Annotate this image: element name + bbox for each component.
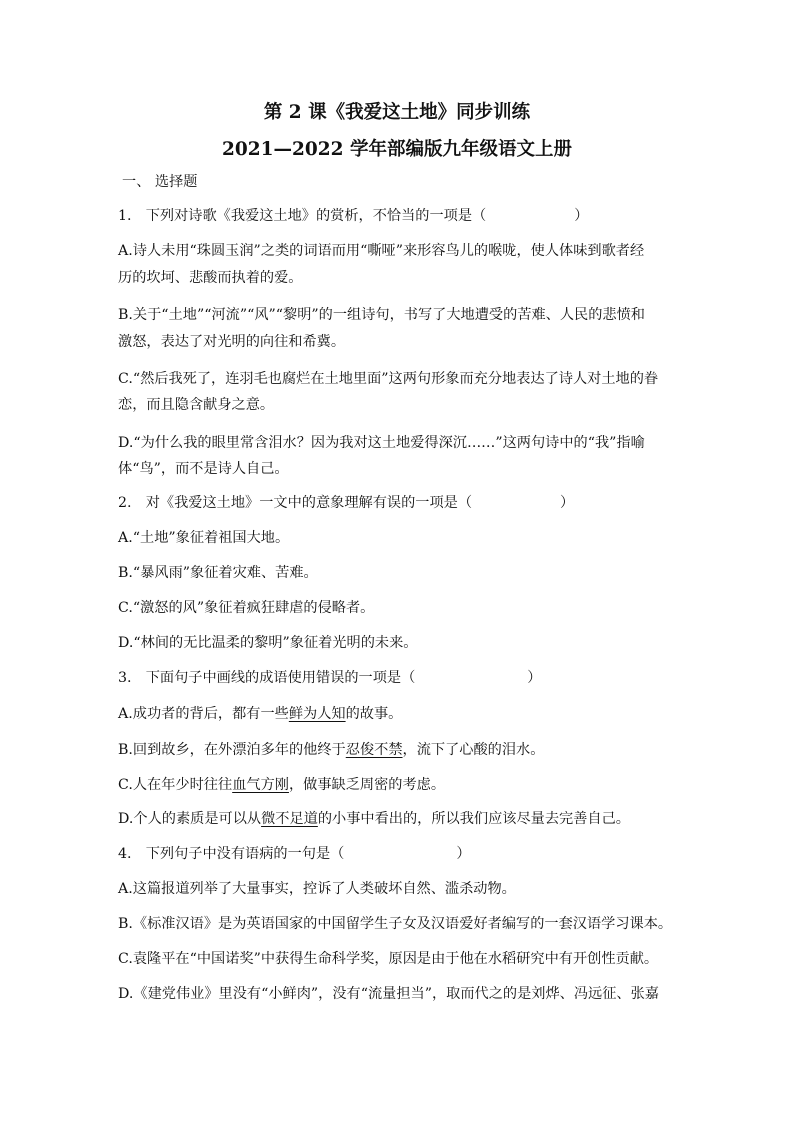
underlined-idiom: 微不足道	[261, 811, 318, 827]
option-line: D.《建党伟业》里没有“小鲜肉”，没有“流量担当”，取而代之的是刘烨、冯远征、张嘉	[118, 986, 659, 1002]
underlined-idiom: 忍俊不禁	[345, 742, 403, 758]
option-line: C.“然后我死了，连羽毛也腐烂在土地里面”这两句形象而充分地表达了诗人对土地的眷	[118, 371, 659, 387]
question-stem: 3. 下面句子中画线的成语使用错误的一项是（ ）	[118, 670, 542, 686]
option-line: D.“为什么我的眼里常含泪水？因为我对这土地爱得深沉……”这两句诗中的“我”指喻	[118, 435, 645, 451]
option-line: 历的坎坷、悲酸而执着的爱。	[118, 270, 303, 286]
option-line: 恋，而且隐含献身之意。	[118, 397, 275, 413]
option-line: A.诗人未用“珠圆玉润”之类的词语而用“嘶哑”来形容鸟儿的喉咙，使人体味到歌者经	[118, 243, 645, 259]
option-line: A.成功者的背后，都有一些鲜为人知的故事。	[118, 706, 403, 722]
option-line: B.关于“土地”“河流”“风”“黎明”的一组诗句，书写了大地遭受的苦难、人民的悲愤和	[118, 307, 645, 323]
option-line: B.“暴风雨”象征着灾难、苦难。	[118, 565, 318, 581]
option-line: A.这篇报道列举了大量事实，控诉了人类破坏自然、滥杀动物。	[118, 881, 516, 897]
underlined-idiom: 鲜为人知	[288, 706, 346, 722]
option-line: 激怒，表达了对光明的向往和希冀。	[118, 334, 346, 350]
option-line: 体“鸟”，而不是诗人自己。	[118, 461, 289, 477]
section-heading: 一、 选择题	[122, 174, 198, 190]
option-line: D.个人的素质是可以从微不足道的小事中看出的，所以我们应该尽量去完善自己。	[118, 811, 630, 827]
question-stem: 2. 对《我爱这土地》一文中的意象理解有误的一项是（ ）	[118, 495, 575, 511]
option-line: C.人在年少时往往血气方刚，做事缺乏周密的考虑。	[118, 777, 446, 793]
option-line: B.回到故乡，在外漂泊多年的他终于忍俊不禁，流下了心酸的泪水。	[118, 742, 545, 758]
option-line: A.“土地”象征着祖国大地。	[118, 530, 290, 546]
document-title: 第 2 课《我爱这土地》同步训练	[263, 102, 531, 123]
option-line: B.《标准汉语》是为英语国家的中国留学生子女及汉语爱好者编写的一套汉语学习课本。	[118, 916, 673, 932]
option-line: C.“激怒的风”象征着疯狂肆虐的侵略者。	[118, 600, 375, 616]
question-stem: 1. 下列对诗歌《我爱这土地》的赏析，不恰当的一项是（ ）	[118, 208, 589, 224]
option-line: C.袁隆平在“中国诺奖”中获得生命科学奖，原因是由于他在水稻研究中有开创性贡献。	[118, 951, 659, 967]
document-subtitle: 2021—2022 学年部编版九年级语文上册	[222, 139, 572, 160]
underlined-idiom: 血气方刚	[232, 777, 289, 793]
option-line: D.“林间的无比温柔的黎明”象征着光明的未来。	[118, 635, 418, 651]
question-stem: 4. 下列句子中没有语病的一句是（ ）	[118, 846, 471, 862]
